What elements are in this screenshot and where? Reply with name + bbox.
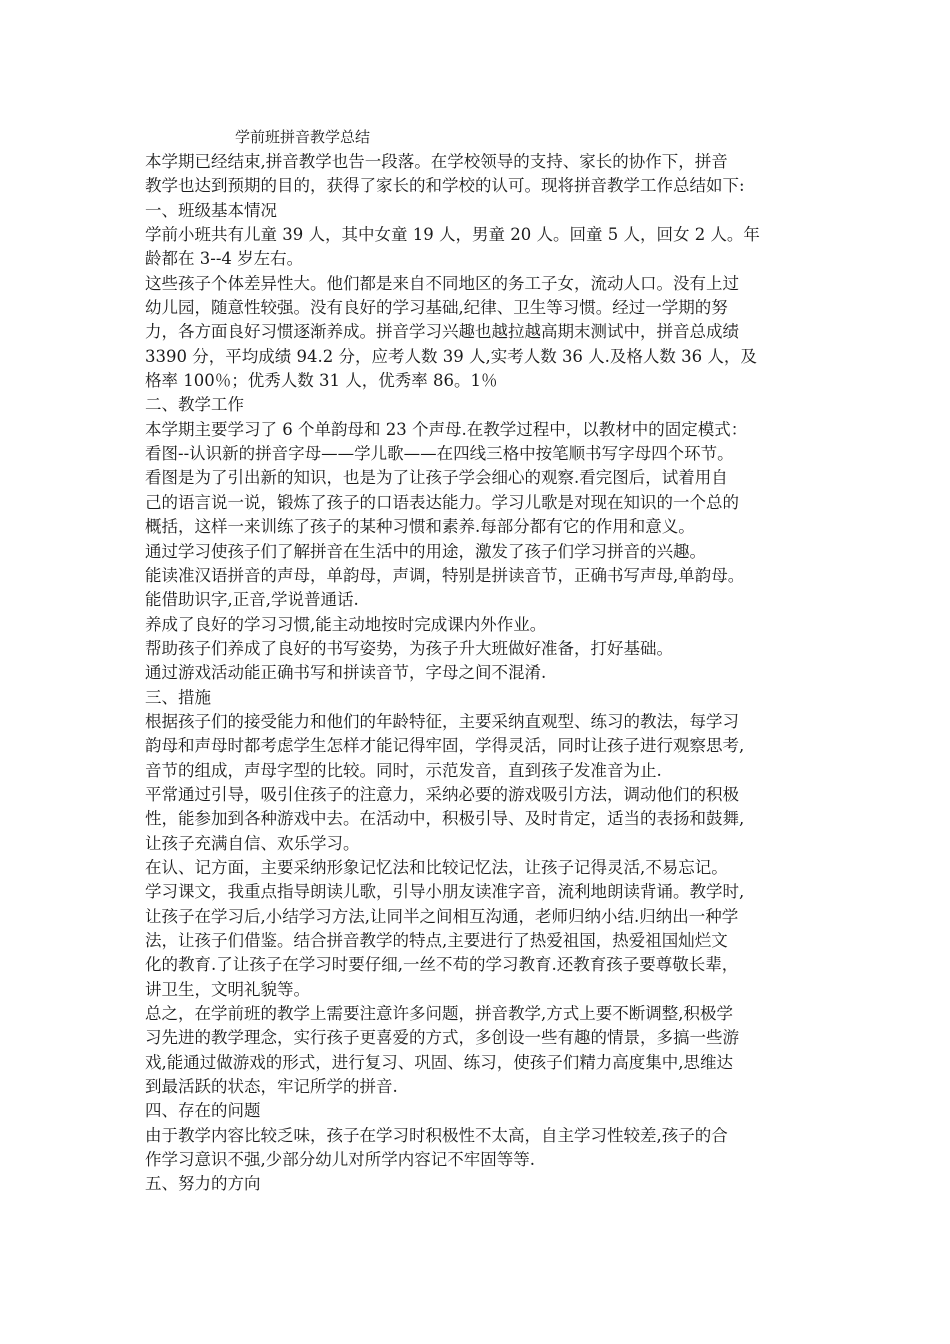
text-line: 能借助识字,正音,学说普通话. (145, 590, 359, 610)
text-line: 四、存在的问题 (145, 1101, 261, 1121)
text-line: 看图是为了引出新的知识，也是为了让孩子学会细心的观察.看完图后，试着用自 (145, 468, 728, 488)
text-line: 帮助孩子们养成了良好的书写姿势，为孩子升大班做好准备，打好基础。 (145, 638, 673, 658)
text-line: 在认、记方面，主要采纳形象记忆法和比较记忆法，让孩子记得灵活,不易忘记。 (145, 857, 728, 877)
text-line: 让孩子充满自信、欢乐学习。 (145, 833, 360, 853)
text-line: 性，能参加到各种游戏中去。在活动中，积极引导、及时肯定，适当的表扬和鼓舞, (145, 809, 745, 829)
text-line: 讲卫生，文明礼貌等。 (145, 979, 310, 999)
document-title: 学前班拼音教学总结 (235, 128, 371, 146)
text-line: 习先进的教学理念，实行孩子更喜爱的方式，多创设一些有趣的情景，多搞一些游 (145, 1028, 739, 1048)
text-line: 二、教学工作 (145, 395, 244, 415)
text-line: 看图--认识新的拼音字母——学儿歌——在四线三格中按笔顺书写字母四个环节。 (145, 444, 734, 464)
text-line: 通过学习使孩子们了解拼音在生活中的用途，激发了孩子们学习拼音的兴趣。 (145, 541, 706, 561)
text-line: 法，让孩子们借鉴。结合拼音教学的特点,主要进行了热爱祖国，热爱祖国灿烂文 (145, 931, 728, 950)
text-line: 五、努力的方向 (145, 1174, 261, 1194)
text-line: 3390 分，平均成绩 94.2 分，应考人数 39 人,实考人数 36 人.及格人数 36 人，及 (145, 346, 757, 366)
text-line: 三、措施 (145, 687, 211, 707)
text-line: 总之，在学前班的教学上需要注意许多问题，拼音教学,方式上要不断调整,积极学 (145, 1004, 733, 1024)
text-line: 能读准汉语拼音的声母，单韵母，声调，特别是拼读音节，正确书写声母,单韵母。 (145, 565, 745, 585)
text-line: 根据孩子们的接受能力和他们的年龄特征，主要采纳直观型、练习的教法，每学习 (145, 711, 739, 731)
text-line: 平常通过引导，吸引住孩子的注意力，采纳必要的游戏吸引方法，调动他们的积极 (145, 784, 739, 804)
text-line: 概括，这样一来训练了孩子的某种习惯和素养.每部分都有它的作用和意义。 (145, 517, 695, 537)
text-line: 这些孩子个体差异性大。他们都是来自不同地区的务工子女，流动人口。没有上过 (145, 273, 739, 293)
text-line: 到最活跃的状态，牢记所学的拼音. (145, 1077, 398, 1097)
text-line: 己的语言说一说，锻炼了孩子的口语表达能力。学习儿歌是对现在知识的一个总的 (145, 492, 739, 512)
text-line: 教学也达到预期的目的，获得了家长的和学校的认可。现将拼音教学工作总结如下: (145, 176, 745, 196)
text-line: 格率 100％；优秀人数 31 人，优秀率 86。1％ (145, 371, 498, 391)
text-line: 养成了良好的学习习惯,能主动地按时完成课内外作业。 (145, 614, 547, 634)
text-line: 幼儿园，随意性较强。没有良好的学习基础,纪律、卫生等习惯。经过一学期的努 (145, 298, 728, 318)
text-line: 本学期主要学习了 6 个单韵母和 23 个声母.在教学过程中，以教材中的固定模式： (145, 419, 748, 439)
text-line: 音节的组成，声母字型的比较。同时，示范发音，直到孩子发准音为止. (145, 760, 662, 780)
text-line: 学习课文，我重点指导朗读儿歌，引导小朋友读准字音，流利地朗读背诵。教学时, (145, 882, 745, 902)
text-line: 一、班级基本情况 (145, 200, 277, 220)
document-body (145, 150, 825, 1197)
text-line: 作学习意识不强,少部分幼儿对所学内容记不牢固等等. (145, 1150, 535, 1170)
text-line: 通过游戏活动能正确书写和拼读音节，字母之间不混淆. (145, 663, 547, 683)
text-line: 龄都在 3--4 岁左右。 (145, 249, 304, 269)
text-line: 力，各方面良好习惯逐渐养成。拼音学习兴趣也越拉越高期末测试中，拼音总成绩 (145, 322, 739, 342)
text-line: 学前小班共有儿童 39 人，其中女童 19 人，男童 20 人。回童 5 人，回女 2 人。年 (145, 225, 760, 245)
text-line: 由于教学内容比较乏味，孩子在学习时积极性不太高，自主学习性较差,孩子的合 (145, 1125, 728, 1145)
text-line: 让孩子在学习后,小结学习方法,让同半之间相互沟通，老师归纳小结.归纳出一种学 (145, 906, 739, 926)
text-line: 戏,能通过做游戏的形式，进行复习、巩固、练习，使孩子们精力高度集中,思维达 (145, 1052, 733, 1072)
text-line: 本学期已经结束,拼音教学也告一段落。在学校领导的支持、家长的协作下，拼音 (145, 152, 728, 171)
text-line: 韵母和声母时都考虑学生怎样才能记得牢固，学得灵活，同时让孩子进行观察思考, (145, 736, 745, 756)
text-line: 化的教育.了让孩子在学习时要仔细,一丝不苟的学习教育.还教育孩子要尊敬长辈， (145, 955, 739, 975)
